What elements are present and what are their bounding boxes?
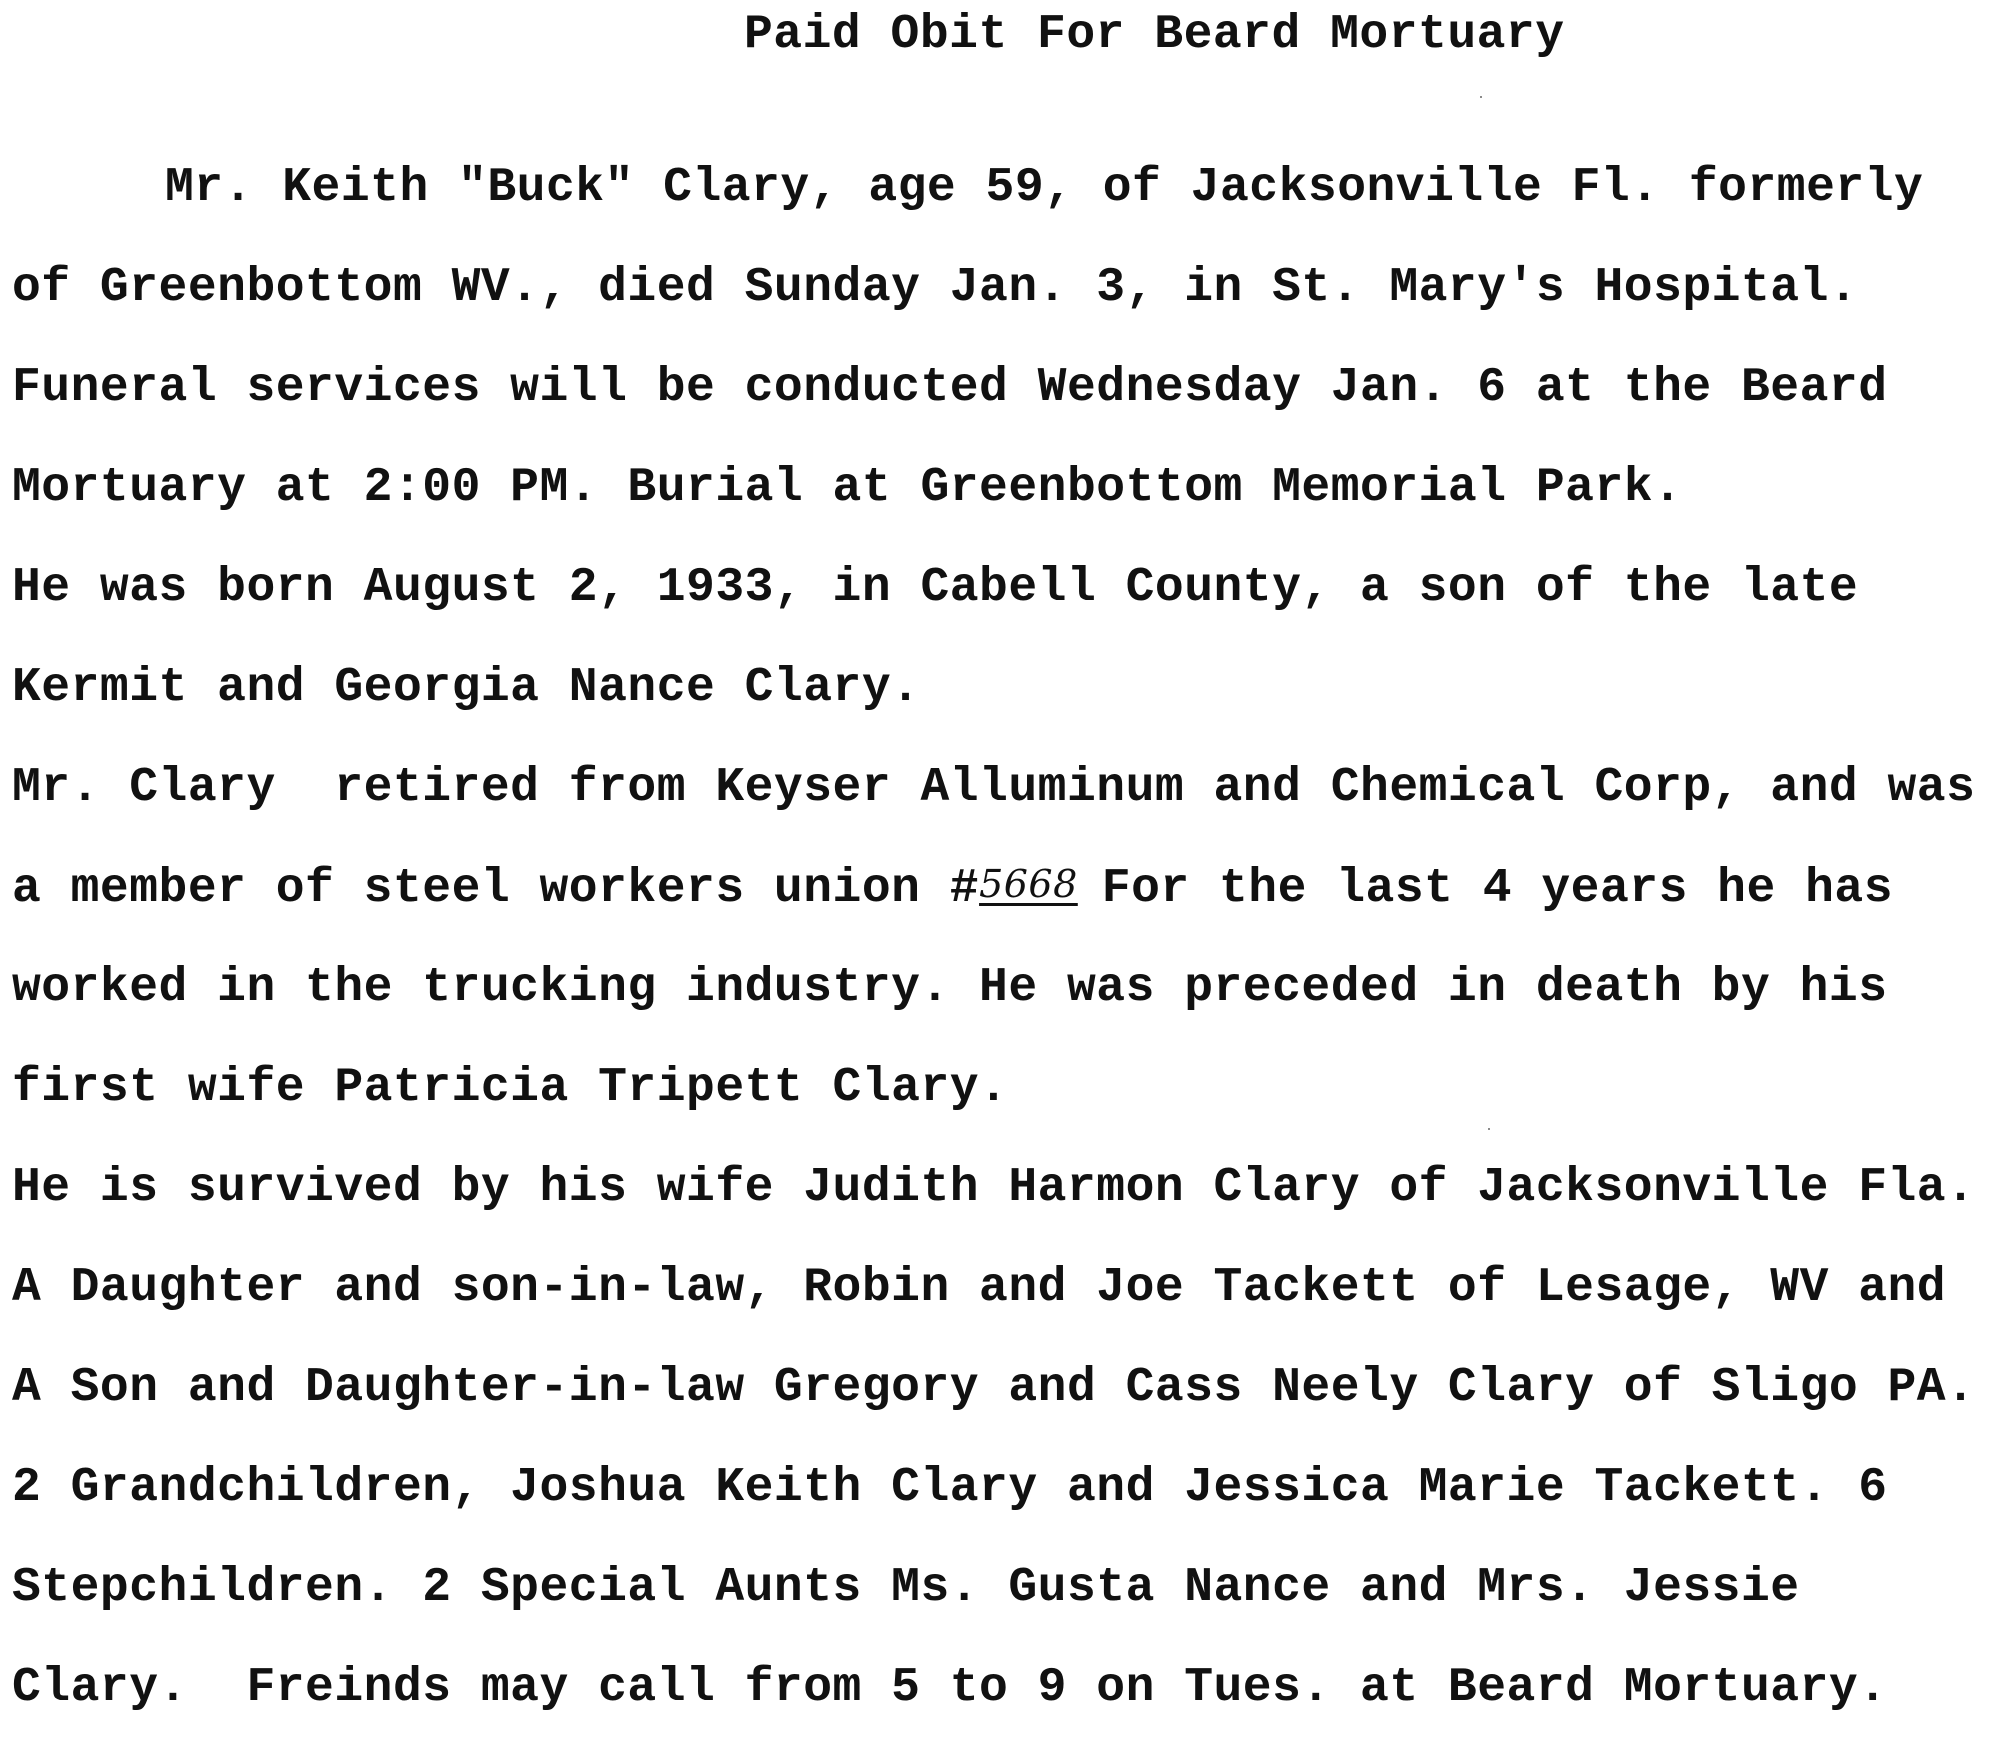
obit-line-9: worked in the trucking industry. He was preceded in death by his (12, 961, 1888, 1015)
obit-line-10: first wife Patricia Tripett Clary. (12, 1061, 1009, 1115)
obit-line-3: Funeral services will be conducted Wednesday Jan. 6 at the Beard (12, 361, 1888, 415)
handwritten-union-number: 5668 (979, 862, 1078, 906)
obit-line-14: 2 Grandchildren, Joshua Keith Clary and Jessica Marie Tackett. 6 (12, 1461, 1888, 1515)
union-line-before: a member of steel workers union # (12, 862, 980, 916)
obit-line-11: He is survived by his wife Judith Harmon Clary of Jacksonville Fla. (12, 1161, 1976, 1215)
obit-line-15: Stepchildren. 2 Special Aunts Ms. Gusta Nance and Mrs. Jessie (12, 1561, 1800, 1615)
obit-line-13: A Son and Daughter-in-law Gregory and Cass Neely Clary of Sligo PA. (12, 1361, 1976, 1415)
obit-line-4: Mortuary at 2:00 PM. Burial at Greenbottom Memorial Park. (12, 461, 1683, 515)
document-title: Paid Obit For Beard Mortuary (744, 8, 1565, 62)
obit-line-6: Kermit and Georgia Nance Clary. (12, 661, 921, 715)
obit-line-union (12, 858, 1893, 919)
obit-line-1: Mr. Keith "Buck" Clary, age 59, of Jacksonville Fl. formerly (165, 161, 1924, 215)
obit-line-16: Clary. Freinds may call from 5 to 9 on Tues. at Beard Mortuary. (12, 1661, 1888, 1715)
union-line-after: For the last 4 years he has (1101, 862, 1894, 916)
obit-line-12: A Daughter and son-in-law, Robin and Joe Tackett of Lesage, WV and (12, 1261, 1947, 1315)
obit-line-2: of Greenbottom WV., died Sunday Jan. 3, in St. Mary's Hospital. (12, 261, 1859, 315)
obit-line-5: He was born August 2, 1933, in Cabell County, a son of the late (12, 561, 1859, 615)
scan-speck (1480, 96, 1482, 98)
scan-speck (1488, 1128, 1490, 1130)
obit-line-7: Mr. Clary retired from Keyser Alluminum and Chemical Corp, and was (12, 761, 1976, 815)
